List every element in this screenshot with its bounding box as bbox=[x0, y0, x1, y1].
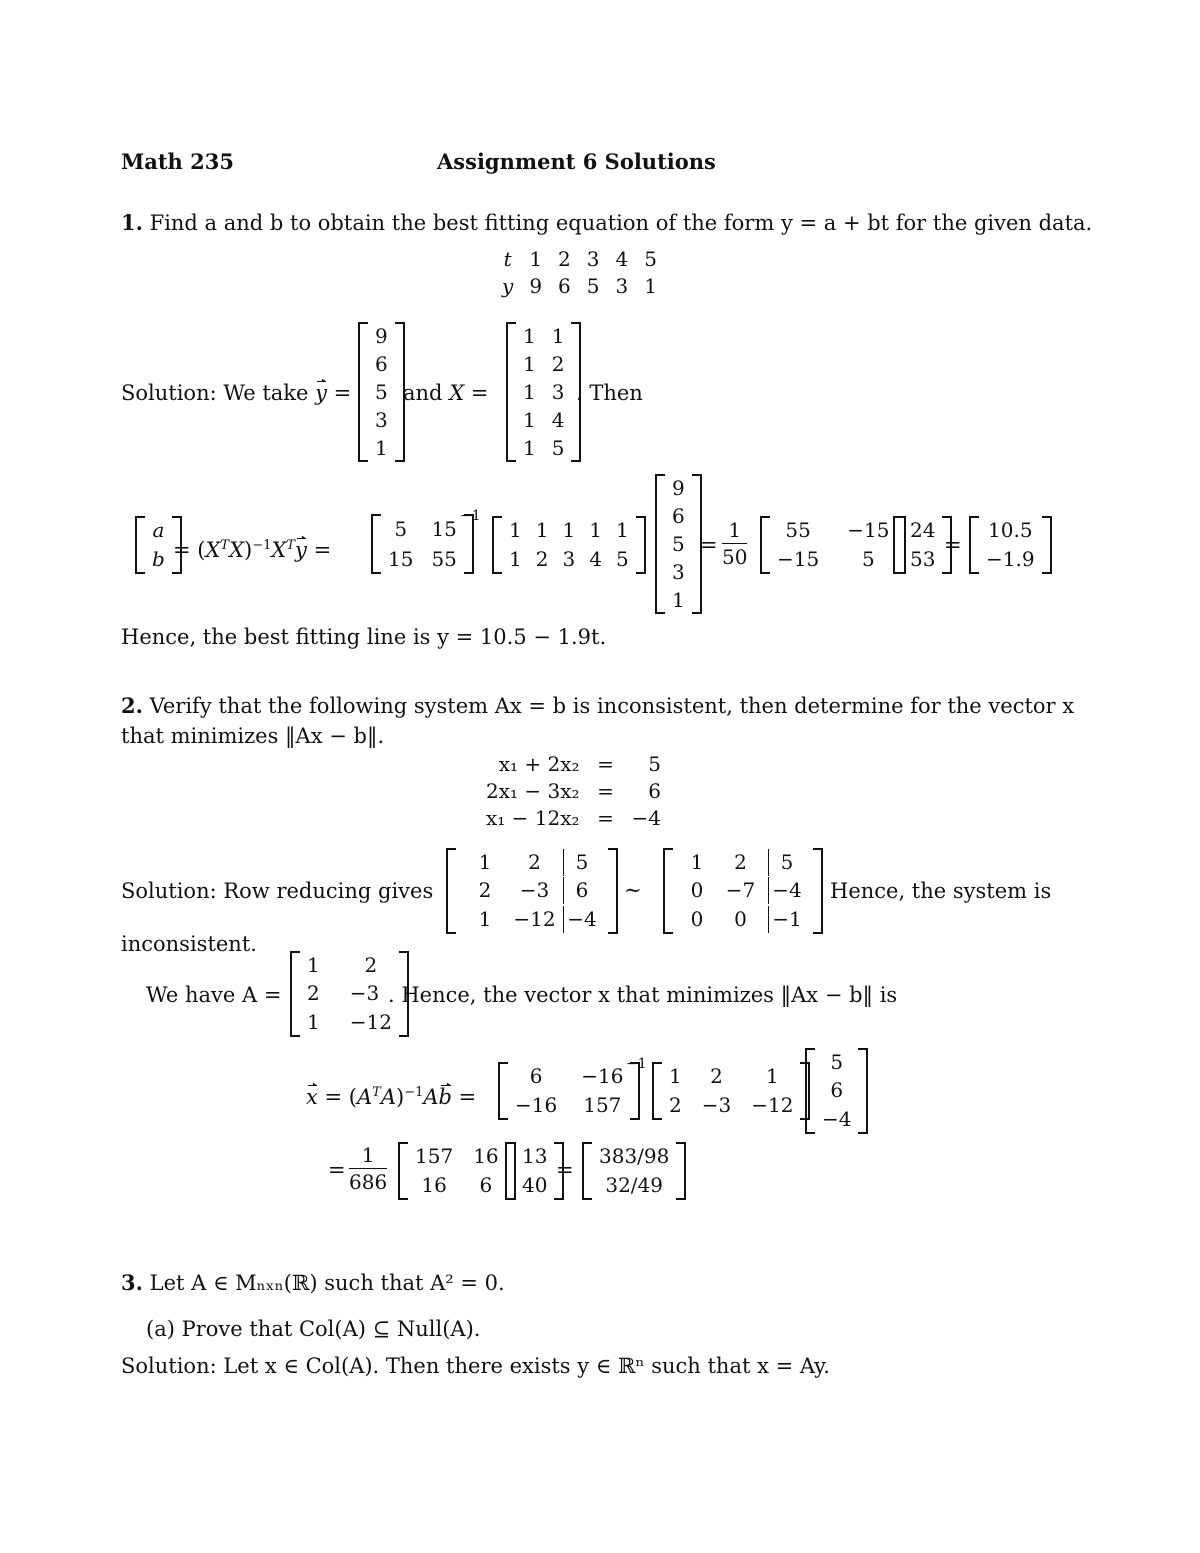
matrix-cell: 1 bbox=[307, 1010, 320, 1035]
equals-sign: = bbox=[944, 533, 962, 557]
matrix-cell: 157 bbox=[583, 1093, 622, 1117]
q1-solution-intro: Solution: We take y = bbox=[121, 381, 352, 405]
table-cell: 5 bbox=[586, 273, 600, 298]
y-vector-matrix bbox=[358, 322, 405, 462]
matrix-cell: 16 bbox=[421, 1173, 447, 1197]
result-vector bbox=[969, 516, 1052, 574]
matrix-cell: 1 bbox=[589, 518, 602, 542]
matrix-cell: 2 bbox=[714, 849, 769, 876]
equation-eq: = bbox=[597, 806, 614, 830]
matrix-cell: −1.9 bbox=[986, 547, 1035, 571]
matrix-cell: 5 bbox=[394, 516, 408, 541]
q3-prompt bbox=[121, 1270, 505, 1296]
and-x-label: and X = bbox=[403, 381, 489, 405]
q3-number: 3. bbox=[121, 1270, 143, 1295]
matrix-cell: −12 bbox=[751, 1093, 794, 1117]
b-symbol: b bbox=[152, 547, 165, 571]
matrix-cell: −12 bbox=[507, 906, 564, 933]
matrix-cell: 4 bbox=[551, 407, 565, 432]
fraction-denominator: 50 bbox=[722, 545, 748, 569]
matrix-cell: 0 bbox=[690, 907, 704, 932]
matrix-cell: 1 bbox=[562, 518, 576, 542]
q2-prompt-line2: that minimizes ‖Ax − b‖. bbox=[121, 724, 385, 748]
course-title: Math 235 bbox=[121, 149, 234, 174]
matrix-cell: 6 bbox=[479, 1173, 493, 1197]
matrix-cell: 2 bbox=[307, 981, 320, 1006]
matrix-cell: 6 bbox=[672, 503, 685, 528]
q2-prompt-line1 bbox=[121, 693, 1074, 719]
matrix-cell: 0 bbox=[714, 906, 769, 933]
matrix-cell: 24 bbox=[910, 518, 936, 542]
matrix-cell: 1 bbox=[765, 1064, 779, 1088]
xt-matrix bbox=[492, 516, 646, 574]
matrix-cell: 55 bbox=[785, 518, 811, 542]
table-cell: 2 bbox=[558, 246, 571, 271]
matrix-cell: 5 bbox=[551, 435, 565, 460]
q2-prompt-text: Verify that the following system Ax = b is inconsistent, then determine for the vector x bbox=[149, 694, 1075, 718]
matrix-cell: 1 bbox=[478, 849, 492, 874]
matrix-cell: 2 bbox=[535, 547, 549, 571]
matrix-cell: −4 bbox=[772, 878, 802, 903]
fraction-numerator: 1 bbox=[349, 1142, 387, 1169]
matrix-cell: −3 bbox=[701, 1093, 732, 1117]
matrix-cell: −16 bbox=[581, 1064, 624, 1088]
equation-eq: = bbox=[597, 779, 614, 803]
inconsistent-text: inconsistent. bbox=[121, 932, 257, 956]
hence-system-text: Hence, the system is bbox=[830, 879, 1052, 903]
q3-solution: Solution: Let x ∈ Col(A). Then there exists y ∈ ℝⁿ such that x = Ay. bbox=[121, 1354, 830, 1378]
matrix-cell: 1 bbox=[509, 518, 522, 542]
adj-matrix bbox=[760, 516, 906, 574]
matrix-cell: 3 bbox=[562, 547, 576, 571]
matrix-cell: 1 bbox=[523, 435, 536, 460]
equation-lhs: x₁ − 12x₂ bbox=[486, 806, 580, 830]
equation-eq: = bbox=[597, 752, 614, 776]
table-cell: 1 bbox=[644, 273, 657, 298]
matrix-cell: 9 bbox=[672, 475, 685, 500]
matrix-cell: 1 bbox=[523, 323, 536, 348]
augmented-matrix-1 bbox=[446, 848, 618, 934]
xtx-matrix bbox=[371, 514, 474, 574]
table-cell: 9 bbox=[529, 273, 543, 298]
matrix-cell: 1 bbox=[307, 952, 320, 977]
matrix-cell: 1 bbox=[551, 323, 565, 348]
matrix-cell: 1 bbox=[535, 518, 549, 542]
matrix-cell: 3 bbox=[672, 559, 685, 584]
q1-conclusion: Hence, the best fitting line is y = 10.5 − 1.9t. bbox=[121, 625, 607, 649]
matrix-cell: −16 bbox=[515, 1093, 558, 1117]
matrix-cell: 5 bbox=[575, 849, 589, 874]
matrix-cell: 4 bbox=[589, 547, 602, 571]
matrix-cell: 3 bbox=[551, 379, 565, 404]
matrix-cell: 6 bbox=[575, 878, 589, 903]
adj-matrix-2 bbox=[398, 1142, 516, 1200]
matrix-cell: −15 bbox=[777, 547, 820, 571]
q2-result-vector bbox=[582, 1142, 686, 1200]
matrix-cell: 2 bbox=[507, 849, 564, 876]
matrix-cell: 40 bbox=[522, 1173, 548, 1197]
matrix-cell: 1 bbox=[523, 351, 536, 376]
equals-sign: = bbox=[556, 1158, 574, 1182]
matrix-cell: 3 bbox=[375, 407, 388, 432]
matrix-cell: 1 bbox=[672, 587, 685, 612]
equation-lhs: x₁ + 2x₂ bbox=[498, 752, 580, 776]
matrix-cell: 2 bbox=[551, 351, 565, 376]
matrix-cell: 5 bbox=[780, 849, 794, 874]
augmented-matrix-2 bbox=[663, 848, 823, 934]
matrix-cell: 1 bbox=[669, 1064, 682, 1088]
matrix-cell: 5 bbox=[830, 1049, 844, 1074]
row-reducing-text: Solution: Row reducing gives bbox=[121, 879, 434, 903]
table-row bbox=[494, 272, 665, 299]
a-symbol: a bbox=[152, 518, 165, 542]
equation-rhs: 5 bbox=[648, 752, 661, 776]
matrix-cell: −15 bbox=[847, 518, 890, 542]
matrix-cell: 1 bbox=[523, 379, 536, 404]
q1-prompt-text: Find a and b to obtain the best fitting equation of the form y = a + bt for the given data. bbox=[149, 211, 1093, 235]
b-vector bbox=[805, 1048, 868, 1134]
matrix-cell: 1 bbox=[690, 849, 704, 874]
q1-data-table bbox=[494, 245, 665, 299]
normal-equation-formula: = $(X^TX)^{-1}X^Ty$ = bbox=[173, 538, 332, 562]
matrix-cell: 0 bbox=[690, 878, 704, 903]
matrix-cell: −3 bbox=[349, 981, 380, 1006]
matrix-cell: −12 bbox=[349, 1010, 392, 1035]
minimizes-text: . Hence, the vector x that minimizes ‖Ax − b‖ is bbox=[388, 983, 898, 1007]
y-vector-matrix-2 bbox=[655, 474, 702, 614]
page-title: Assignment 6 Solutions bbox=[437, 149, 716, 174]
row-equivalent-symbol: ∼ bbox=[624, 878, 642, 902]
matrix-cell: 5 bbox=[375, 379, 388, 404]
q1-number: 1. bbox=[121, 210, 143, 235]
q1-solution-intro-text: Solution: We take bbox=[121, 381, 309, 405]
matrix-cell: −4 bbox=[567, 907, 597, 932]
matrix-cell: 5 bbox=[672, 531, 685, 556]
matrix-cell: 32/49 bbox=[605, 1173, 663, 1197]
q1-prompt bbox=[121, 210, 1092, 236]
matrix-cell: 5 bbox=[861, 547, 875, 571]
matrix-cell: 1 bbox=[375, 435, 388, 460]
matrix-cell: 2 bbox=[669, 1093, 682, 1117]
table-cell: 3 bbox=[615, 273, 629, 298]
equals-sign: = bbox=[700, 533, 718, 557]
equation-rhs: −4 bbox=[631, 806, 661, 830]
matrix-cell: 53 bbox=[910, 547, 936, 571]
matrix-cell: 15 bbox=[388, 546, 414, 571]
then-text: . Then bbox=[576, 381, 643, 405]
table-cell: t bbox=[503, 246, 512, 271]
matrix-cell: 13 bbox=[522, 1144, 548, 1168]
we-have-a-text: We have A = bbox=[146, 983, 282, 1007]
inverse-exponent: −1 bbox=[460, 508, 481, 524]
x-matrix bbox=[506, 322, 581, 462]
fraction-denominator: 686 bbox=[349, 1170, 388, 1194]
matrix-cell: 1 bbox=[478, 907, 492, 932]
matrix-cell: −4 bbox=[822, 1107, 852, 1132]
equation-rhs: 6 bbox=[648, 779, 661, 803]
fraction-numerator: 1 bbox=[722, 517, 747, 544]
q3-part-a: (a) Prove that Col(A) ⊆ Null(A). bbox=[146, 1317, 481, 1341]
matrix-cell: 10.5 bbox=[988, 518, 1033, 542]
matrix-cell: 55 bbox=[431, 546, 457, 571]
matrix-cell: 6 bbox=[375, 351, 388, 376]
q3-prompt-text: Let A ∈ Mₙₓₙ(ℝ) such that A² = 0. bbox=[149, 1271, 505, 1295]
and-text: and bbox=[403, 381, 443, 405]
q1-fraction bbox=[722, 517, 747, 570]
at-matrix bbox=[652, 1062, 810, 1120]
matrix-cell: 5 bbox=[615, 547, 629, 571]
table-cell: 1 bbox=[529, 246, 543, 271]
equation-lhs: 2x₁ − 3x₂ bbox=[486, 779, 580, 803]
matrix-cell: 2 bbox=[710, 1064, 723, 1088]
q2-number: 2. bbox=[121, 693, 143, 718]
matrix-cell: −7 bbox=[714, 877, 769, 904]
table-cell: y bbox=[502, 273, 514, 298]
table-cell: 3 bbox=[586, 246, 600, 271]
table-cell: 6 bbox=[558, 273, 571, 298]
equation-system bbox=[486, 751, 661, 832]
matrix-cell: 1 bbox=[509, 547, 522, 571]
matrix-cell: −1 bbox=[772, 907, 802, 932]
matrix-cell: 157 bbox=[415, 1144, 454, 1168]
matrix-cell: 2 bbox=[478, 878, 492, 903]
matrix-cell: 1 bbox=[523, 407, 536, 432]
table-row bbox=[494, 245, 665, 272]
matrix-cell: 383/98 bbox=[599, 1144, 670, 1168]
matrix-cell: 6 bbox=[830, 1078, 844, 1103]
table-cell: 5 bbox=[644, 246, 657, 271]
least-squares-formula: $x = (A^TA)^{-1}Ab$ = bbox=[306, 1085, 477, 1109]
q2-fraction bbox=[349, 1142, 387, 1195]
matrix-cell: 6 bbox=[529, 1064, 543, 1088]
inverse-exponent: −1 bbox=[626, 1056, 647, 1072]
matrix-cell: −3 bbox=[507, 877, 564, 904]
matrix-cell: 15 bbox=[431, 516, 457, 541]
matrix-cell: 9 bbox=[375, 323, 388, 348]
equals-sign: = bbox=[328, 1158, 346, 1182]
matrix-cell: 2 bbox=[364, 952, 378, 977]
matrix-cell: 16 bbox=[473, 1144, 499, 1168]
table-cell: 4 bbox=[615, 246, 629, 271]
ata-matrix bbox=[498, 1062, 640, 1120]
y-vector-symbol: y bbox=[315, 381, 327, 405]
matrix-cell: 1 bbox=[615, 518, 629, 542]
